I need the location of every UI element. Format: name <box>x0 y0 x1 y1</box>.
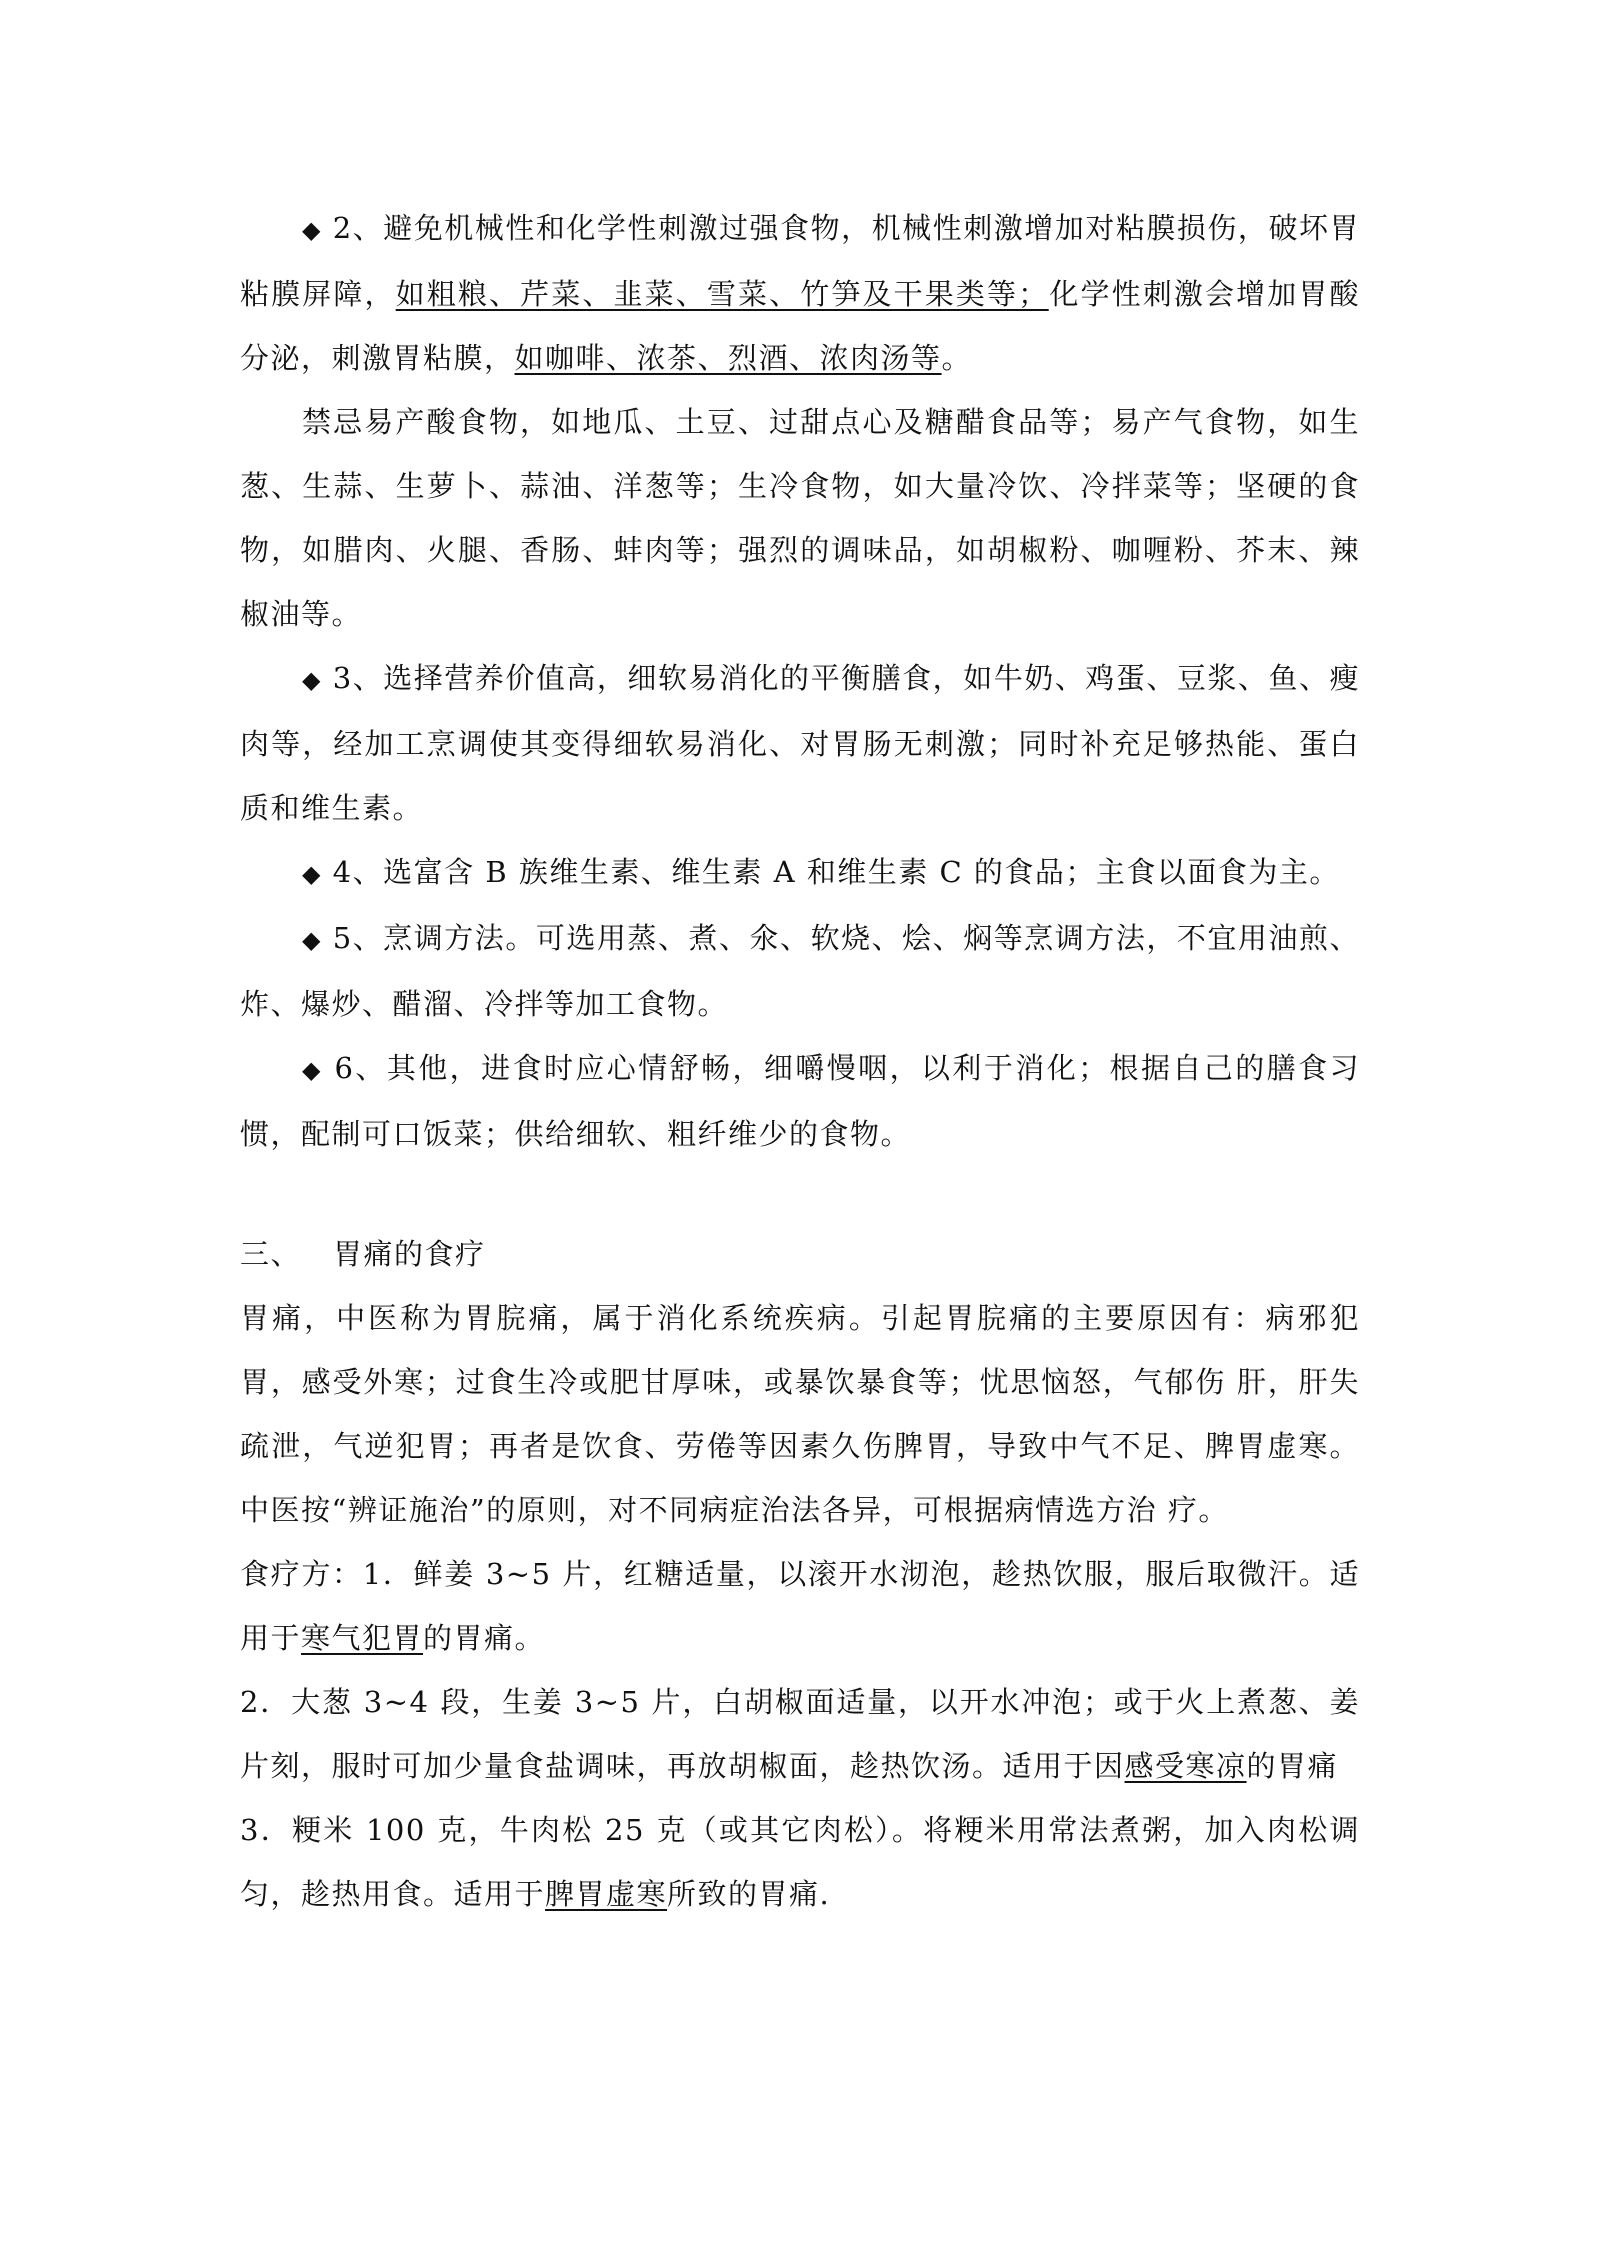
section-3-title: 胃痛的食疗 <box>333 1237 486 1271</box>
recipe-2 <box>240 1670 1360 1798</box>
rule-2-text-c: 。 <box>941 341 973 375</box>
document-page <box>240 196 1360 1926</box>
recipe-1-underlined-condition: 寒气犯胃 <box>301 1621 424 1655</box>
section-3-number: 三、 <box>240 1237 302 1271</box>
recipe-3-text-a: 3．粳米 100 克，牛肉松 25 克（或其它肉松）。将粳米用常法煮粥，加入肉松调匀，趁热用食。适用于 <box>240 1813 1360 1911</box>
rule-2-text-a: 2、避免机械性和化学性刺激过强食物，机械性刺激增加对粘膜损伤，破坏胃粘膜屏障， <box>240 211 1360 311</box>
rule-4-paragraph <box>240 840 1360 906</box>
recipe-3-text-b: 所致的胃痛. <box>667 1877 831 1911</box>
diamond-bullet-icon: ◆ <box>302 216 322 244</box>
rule-6-paragraph <box>240 1036 1360 1166</box>
diamond-bullet-icon: ◆ <box>302 860 322 888</box>
rule-4-text: 4、选富含 B 族维生素、维生素 A 和维生素 C 的食品；主食以面食为主。 <box>321 855 1340 889</box>
diamond-bullet-icon: ◆ <box>302 666 322 694</box>
rule-2-text-b: 化学性刺激会增加胃酸分泌，刺激胃粘膜， <box>240 277 1360 375</box>
rule-2-underlined-examples-chemical: 如咖啡、浓茶、烈酒、浓肉汤等 <box>514 341 942 375</box>
recipe-3-underlined-condition: 脾胃虚寒 <box>545 1877 668 1911</box>
rule-2-paragraph <box>240 196 1360 390</box>
section-3-intro: 胃痛，中医称为胃脘痛，属于消化系统疾病。引起胃脘痛的主要原因有：病邪犯胃，感受外寒；过食生冷或肥甘厚味，或暴饮暴食等；忧思恼怒，气郁伤 肝，肝失疏泄，气逆犯胃；再者是饮食、劳倦等因素久伤脾胃，导致中气不足、脾胃虚寒。中医按“辨证施治”的原则，对不同病症治法各异，可根据病情选方治 疗。 <box>240 1301 1360 1527</box>
rule-2-underlined-examples-mechanical: 如粗粮、芹菜、韭菜、雪菜、竹笋及干果类等； <box>395 277 1049 311</box>
rule-5-text: 5、烹调方法。可选用蒸、煮、氽、软烧、烩、焖等烹调方法，不宜用油煎、炸、爆炒、醋溜、冷拌等加工食物。 <box>240 921 1360 1021</box>
diamond-bullet-icon: ◆ <box>302 926 322 954</box>
rule-5-paragraph <box>240 906 1360 1036</box>
diamond-bullet-icon: ◆ <box>302 1056 323 1084</box>
rule-6-text: 6、其他，进食时应心情舒畅，细嚼慢咽，以利于消化；根据自己的膳食习惯，配制可口饭菜；供给细软、粗纤维少的食物。 <box>240 1051 1360 1151</box>
recipe-2-underlined-condition: 感受寒凉 <box>1124 1749 1247 1783</box>
rule-3-paragraph <box>240 646 1360 840</box>
recipe-1 <box>240 1542 1360 1670</box>
recipe-2-text-b: 的胃痛 <box>1246 1749 1339 1783</box>
taboo-paragraph: 禁忌易产酸食物，如地瓜、土豆、过甜点心及糖醋食品等；易产气食物，如生葱、生蒜、生萝卜、蒜油、洋葱等；生冷食物，如大量冷饮、冷拌菜等；坚硬的食物，如腊肉、火腿、香肠、蚌肉等；强烈的调味品，如胡椒粉、咖喱粉、芥末、辣椒油等。 <box>240 405 1360 631</box>
recipe-2-text-a: 2．大葱 3~4 段，生姜 3~5 片，白胡椒面适量，以开水冲泡；或于火上煮葱、姜片刻，服时可加少量食盐调味，再放胡椒面，趁热饮汤。适用于因 <box>240 1685 1360 1783</box>
recipe-1-text-b: 的胃痛。 <box>423 1621 546 1655</box>
recipe-1-text-a: 食疗方：1．鲜姜 3~5 片，红糖适量，以滚开水沏泡，趁热饮服，服后取微汗。适用于 <box>240 1557 1360 1655</box>
section-3-heading <box>240 1222 1360 1286</box>
rule-3-text: 3、选择营养价值高，细软易消化的平衡膳食，如牛奶、鸡蛋、豆浆、鱼、瘦肉等，经加工烹调使其变得细软易消化、对胃肠无刺激；同时补充足够热能、蛋白质和维生素。 <box>240 661 1360 825</box>
recipe-3 <box>240 1798 1360 1926</box>
